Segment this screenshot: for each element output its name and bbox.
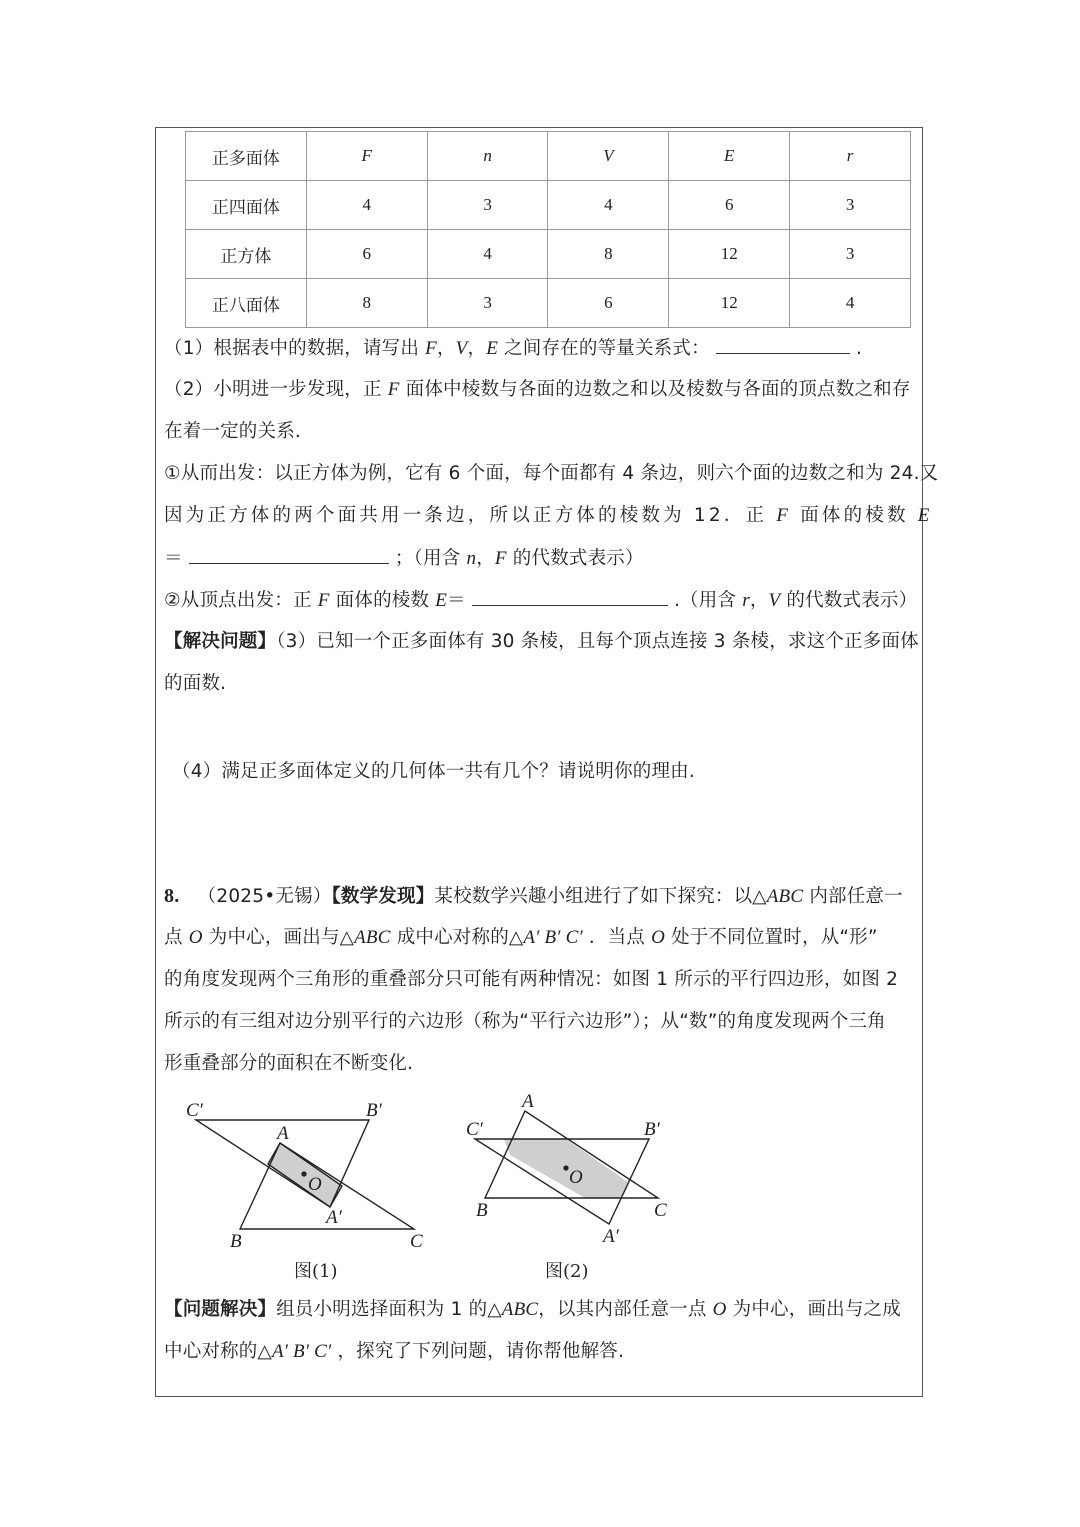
question-2-1-line1: ①从而出发：以正方体为例，它有 6 个面，每个面都有 4 条边，则六个面的边数之和为 24.又 bbox=[164, 463, 939, 484]
question-3-line1: 【解决问题】（3）已知一个正多面体有 30 条棱，且每个顶点连接 3 条棱，求这个正多面体 bbox=[164, 631, 919, 652]
table-cell: 6 bbox=[306, 230, 427, 279]
table-cell: 6 bbox=[669, 181, 790, 230]
question-2-line2: 在着一定的关系. bbox=[164, 421, 301, 442]
center-point-o bbox=[301, 1171, 306, 1176]
table-cell: 6 bbox=[548, 279, 669, 328]
label-c-prime: C′ bbox=[466, 1119, 483, 1140]
table-cell: 12 bbox=[669, 279, 790, 328]
label-b-prime: B′ bbox=[366, 1100, 382, 1121]
label-a: A bbox=[277, 1123, 289, 1144]
table-header-cell: n bbox=[427, 132, 548, 181]
table-cell: 正八面体 bbox=[186, 279, 307, 328]
table-header-cell: r bbox=[790, 132, 911, 181]
table-header-cell: 正多面体 bbox=[186, 132, 307, 181]
label-b: B bbox=[230, 1231, 242, 1252]
solve-line2: 中心对称的△A′ B′ C′ ，探究了下列问题，请你帮他解答. bbox=[164, 1341, 625, 1362]
table-cell: 12 bbox=[669, 230, 790, 279]
label-o: O bbox=[308, 1174, 322, 1195]
label-a-prime: A′ bbox=[603, 1226, 619, 1247]
table-header-cell: V bbox=[548, 132, 669, 181]
label-c: C bbox=[654, 1200, 667, 1221]
table-cell: 8 bbox=[548, 230, 669, 279]
question-4: （4）满足正多面体定义的几何体一共有几个？请说明你的理由. bbox=[172, 761, 695, 782]
table-cell: 8 bbox=[306, 279, 427, 328]
label-a: A bbox=[522, 1091, 534, 1112]
question-3-line2: 的面数. bbox=[164, 673, 227, 694]
label-o: O bbox=[569, 1167, 583, 1188]
figure-1 bbox=[186, 1100, 423, 1252]
question-2-1-line2: 因为正方体的两个面共用一条边，所以正方体的棱数为 12．正 F 面体的棱数 E bbox=[164, 505, 933, 526]
table-cell: 3 bbox=[427, 181, 548, 230]
problem-8-line5: 形重叠部分的面积在不断变化. bbox=[164, 1053, 414, 1074]
table-cell: 4 bbox=[790, 279, 911, 328]
problem-8-line3: 的角度发现两个三角形的重叠部分只可能有两种情况：如图 1 所示的平行四边形，如图 2 bbox=[164, 969, 899, 990]
label-b-prime: B′ bbox=[644, 1119, 660, 1140]
table-cell: 正方体 bbox=[186, 230, 307, 279]
question-2-line1: （2）小明进一步发现，正 F 面体中棱数与各面的边数之和以及棱数与各面的顶点数之和存 bbox=[164, 379, 911, 400]
question-1: （1）根据表中的数据，请写出 F，V，E 之间存在的等量关系式： . bbox=[164, 335, 920, 362]
table-cell: 3 bbox=[427, 279, 548, 328]
question-2-2: ②从顶点出发：正 F 面体的棱数 E＝ .（用含 r，V 的代数式表示） bbox=[164, 587, 920, 614]
table-header-cell: E bbox=[669, 132, 790, 181]
table-cell: 4 bbox=[548, 181, 669, 230]
table-cell: 3 bbox=[790, 181, 911, 230]
center-point-o bbox=[563, 1165, 568, 1170]
label-c-prime: C′ bbox=[186, 1100, 203, 1121]
label-a-prime: A′ bbox=[326, 1207, 342, 1228]
table-cell: 正四面体 bbox=[186, 181, 307, 230]
figure-1-caption: 图(1) bbox=[294, 1261, 338, 1282]
problem-8-line1: 8. （2025•无锡）【数学发现】某校数学兴趣小组进行了如下探究：以△ABC 内部任意一 bbox=[164, 885, 903, 907]
question-2-1-line3: ＝ ；（用含 n，F 的代数式表示） bbox=[164, 545, 920, 572]
problem-8-line2: 点 O 为中心，画出与△ABC 成中心对称的△A′ B′ C′ ．当点 O 处于不同位置时，从“形” bbox=[164, 927, 878, 948]
table-cell: 4 bbox=[306, 181, 427, 230]
label-b: B bbox=[476, 1200, 488, 1221]
table-cell: 4 bbox=[427, 230, 548, 279]
problem-8-line4: 所示的有三组对边分别平行的六边形（称为“平行六边形”）；从“数”的角度发现两个三角 bbox=[164, 1011, 886, 1032]
figure-2 bbox=[466, 1091, 667, 1247]
table-cell: 3 bbox=[790, 230, 911, 279]
label-c: C bbox=[410, 1231, 423, 1252]
table-header-cell: F bbox=[306, 132, 427, 181]
figure-2-caption: 图(2) bbox=[545, 1261, 589, 1282]
solve-line1: 【问题解决】组员小明选择面积为 1 的△ABC，以其内部任意一点 O 为中心，画出与之成 bbox=[164, 1299, 901, 1320]
